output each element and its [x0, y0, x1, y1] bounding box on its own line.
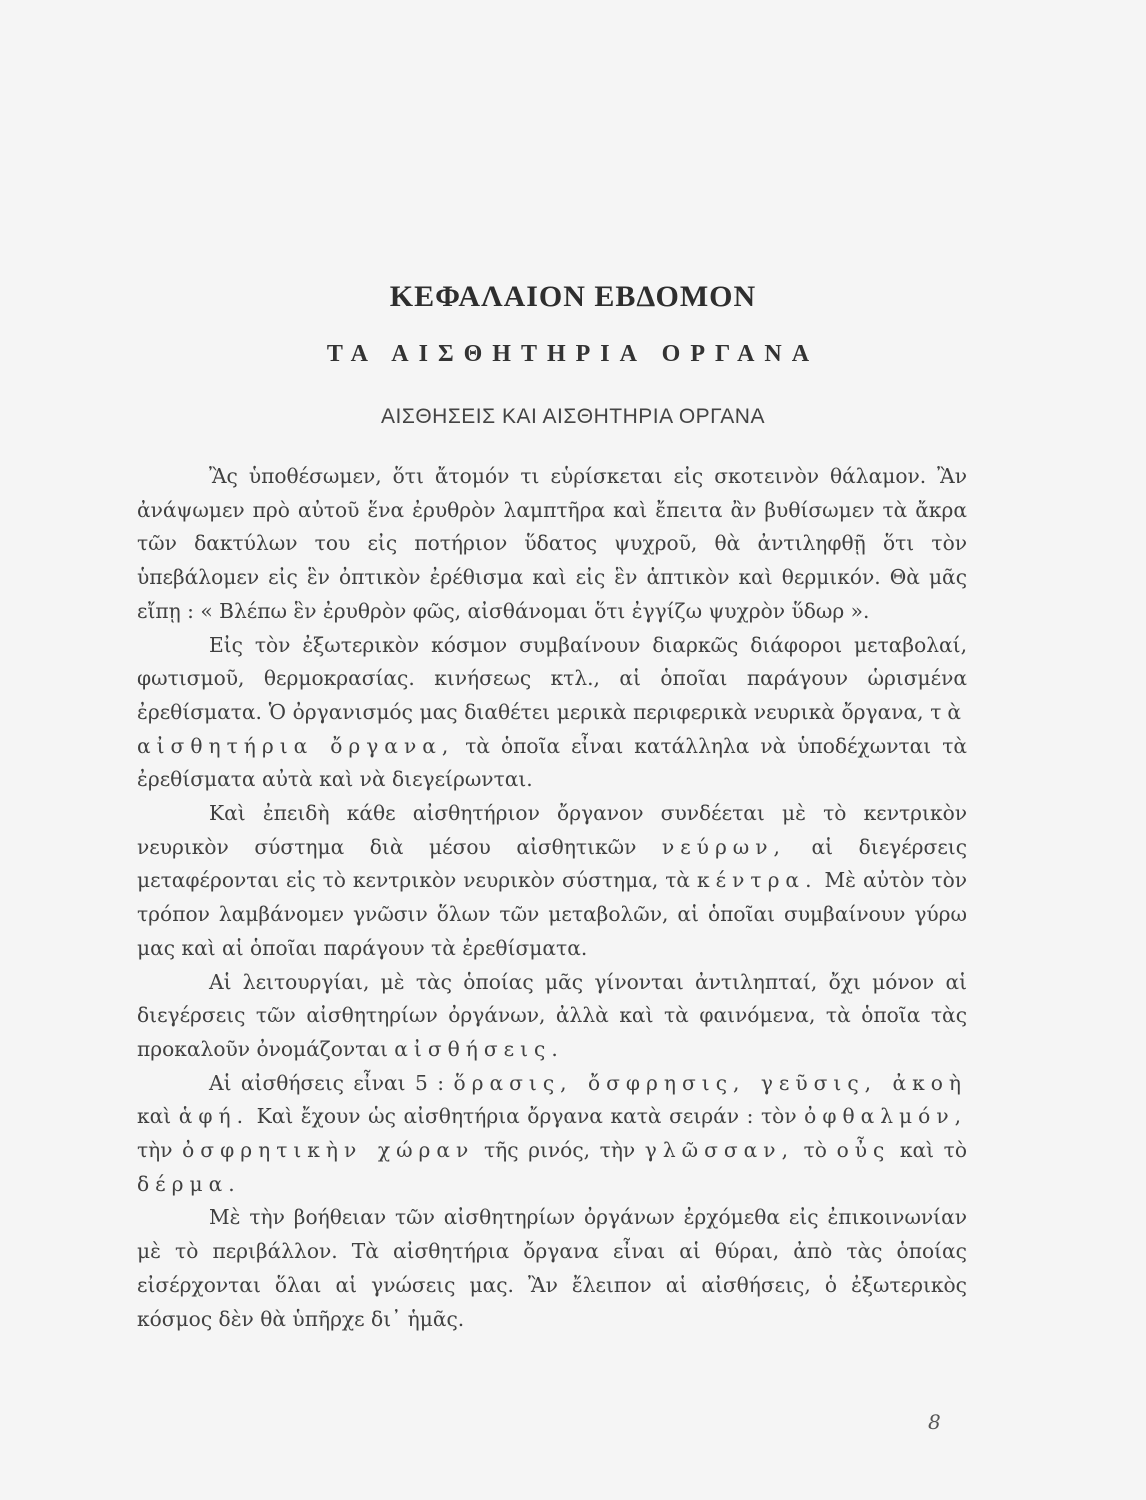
paragraph-5-text-a: Αἱ αἰσθήσεις εἶναι 5 : [209, 1070, 445, 1095]
paragraph-5-text-g: καὶ τὸ [899, 1138, 967, 1163]
paragraph-5 [137, 1067, 967, 1202]
paragraph-6: Μὲ τὴν βοήθειαν τῶν αἰσθητηρίων ὀργάνων ἐρχόμεθα εἰς ἐπικοινωνίαν μὲ τὸ περιβάλλον. Τὰ αἰσθητήρια ὄργανα εἶναι αἱ θύραι, ἀπὸ τὰς ὁποίας εἰσέρχονται ὅλαι αἱ γνώσεις μας. Ἂν ἔλειπον αἱ αἰσθήσεις, ὁ ἐξωτερικὸς κόσμος δὲν θὰ ὑπῆρχε δι᾽ ἡμᾶς. [137, 1205, 967, 1331]
paragraph-5-text-f: τὸ [803, 1138, 827, 1163]
paragraph-1: Ἂς ὑποθέσωμεν, ὅτι ἄτομόν τι εὑρίσκεται εἰς σκοτεινὸν θάλαμον. Ἂν ἀνάψωμεν πρὸ αὐτοῦ ἕνα ἐρυθρὸν λαμπτῆρα καὶ ἔπειτα ἂν βυθίσωμεν τὰ ἄκρα τῶν δακτύλων του εἰς ποτήριον ὕδατος ψυχροῦ, θὰ ἀντιληφθῇ ὅτι τὸν ὑπεβάλομεν εἰς ἓν ὀπτικὸν ἐρέθισμα καὶ εἰς ἓν ἁπτικὸν καὶ θερμικόν. Θὰ μᾶς εἴπῃ : « Βλέπω ἓν ἐρυθρὸν φῶς, αἰσθάνομαι ὅτι ἐγγίζω ψυχρὸν ὕδωρ ». [137, 464, 967, 623]
paragraph-2-text-b: τὰ ὁποῖα εἶναι κατάλληλα νὰ ὑποδέχωνται τὰ ἐρεθίσματα αὐτὰ καὶ νὰ διεγείρωνται. [137, 733, 967, 792]
paragraph-3 [137, 797, 967, 966]
spaced-term-sense-organs: τὰ αἰσθητήρια ὄργανα, [137, 699, 968, 758]
paragraph-2-text-a: Εἰς τὸν ἐξωτερικὸν κόσμον συμβαίνουν διαρκῶς διάφοροι μεταβολαί, φωτισμοῦ, θερμοκρασίας. κινήσεως κτλ., αἱ ὁποῖαι παράγουν ὡρισμένα ἐρεθίσματα. Ὁ ὀργανισμός μας διαθέτει μερικὰ περιφερικὰ νευρικὰ ὄργανα, [137, 632, 967, 724]
body-text [137, 460, 967, 1336]
paragraph-3-text-c: Μὲ αὐτὸν τὸν τρόπον λαμβάνομεν γνῶσιν ὅλων τῶν μεταβολῶν, αἱ ὁποῖαι συμβαίνουν γύρω μας καὶ αἱ ὁποῖαι παράγουν τὰ ἐρεθίσματα. [137, 868, 968, 960]
paragraph-5-text-d: τὴν [137, 1138, 173, 1163]
paragraph-4 [137, 966, 967, 1067]
spaced-term-skin: δέρμα. [137, 1171, 241, 1196]
spaced-term-touch: ἁφή. [178, 1104, 250, 1129]
spaced-term-ear: οὖς [836, 1138, 891, 1163]
spaced-term-eye: ὀφθαλμόν, [804, 1104, 968, 1129]
paragraph-3-text-a: Καὶ ἐπειδὴ κάθε αἰσθητήριον ὄργανον συνδέεται μὲ τὸ κεντρικὸν νευρικὸν σύστημα διὰ μέσου αἰσθητικῶν [137, 801, 967, 859]
paragraph-4-text-a: Αἱ λειτουργίαι, μὲ τὰς ὁποίας μᾶς γίνονται ἀντιληπταί, ὄχι μόνον αἱ διεγέρσεις τῶν αἰσθητηρίων ὀργάνων, ἀλλὰ καὶ τὰ φαινόμενα, τὰ ὁποῖα τὰς προκαλοῦν ὀνομάζονται [137, 969, 967, 1061]
paragraph-2 [137, 629, 967, 798]
subsection-title: ΑΙΣΘΗΣΕΙΣ ΚΑΙ ΑΙΣΘΗΤΗΡΙΑ ΟΡΓΑΝΑ [381, 405, 765, 428]
spaced-term-nerves: νεύρων, [661, 834, 786, 859]
paragraph-5-text-e: τῆς ρινός, τὴν [483, 1138, 636, 1163]
paragraph-5-text-c: Καὶ ἔχουν ὡς αἰσθητήρια ὄργανα κατὰ σειράν : τὸν [256, 1104, 797, 1129]
paragraph-5-text-b: καὶ [137, 1104, 172, 1129]
spaced-term-senses: αἰσθήσεις. [394, 1036, 564, 1061]
spaced-term-centers: κέντρα. [697, 868, 818, 893]
section-title: ΤΑ ΑΙΣΘΗΤΗΡΙΑ ΟΡΓΑΝΑ [326, 341, 820, 367]
chapter-title: ΚΕΦΑΛΑΙΟΝ ΕΒΔΟΜΟΝ [389, 280, 757, 313]
spaced-term-senses-list: ὅρασις, ὄσφρησις, γεῦσις, ἀκοὴ [453, 1070, 967, 1095]
spaced-term-tongue: γλῶσσαν, [644, 1138, 795, 1163]
page-number: 8 [928, 1410, 941, 1434]
paragraph-3-text-b: αἱ διεγέρσεις μεταφέρονται εἰς τὸ κεντρικὸν νευρικὸν σύστημα, τὰ [137, 834, 968, 893]
spaced-term-olfactory-region: ὀσφρητικὴν χώραν [182, 1138, 475, 1163]
